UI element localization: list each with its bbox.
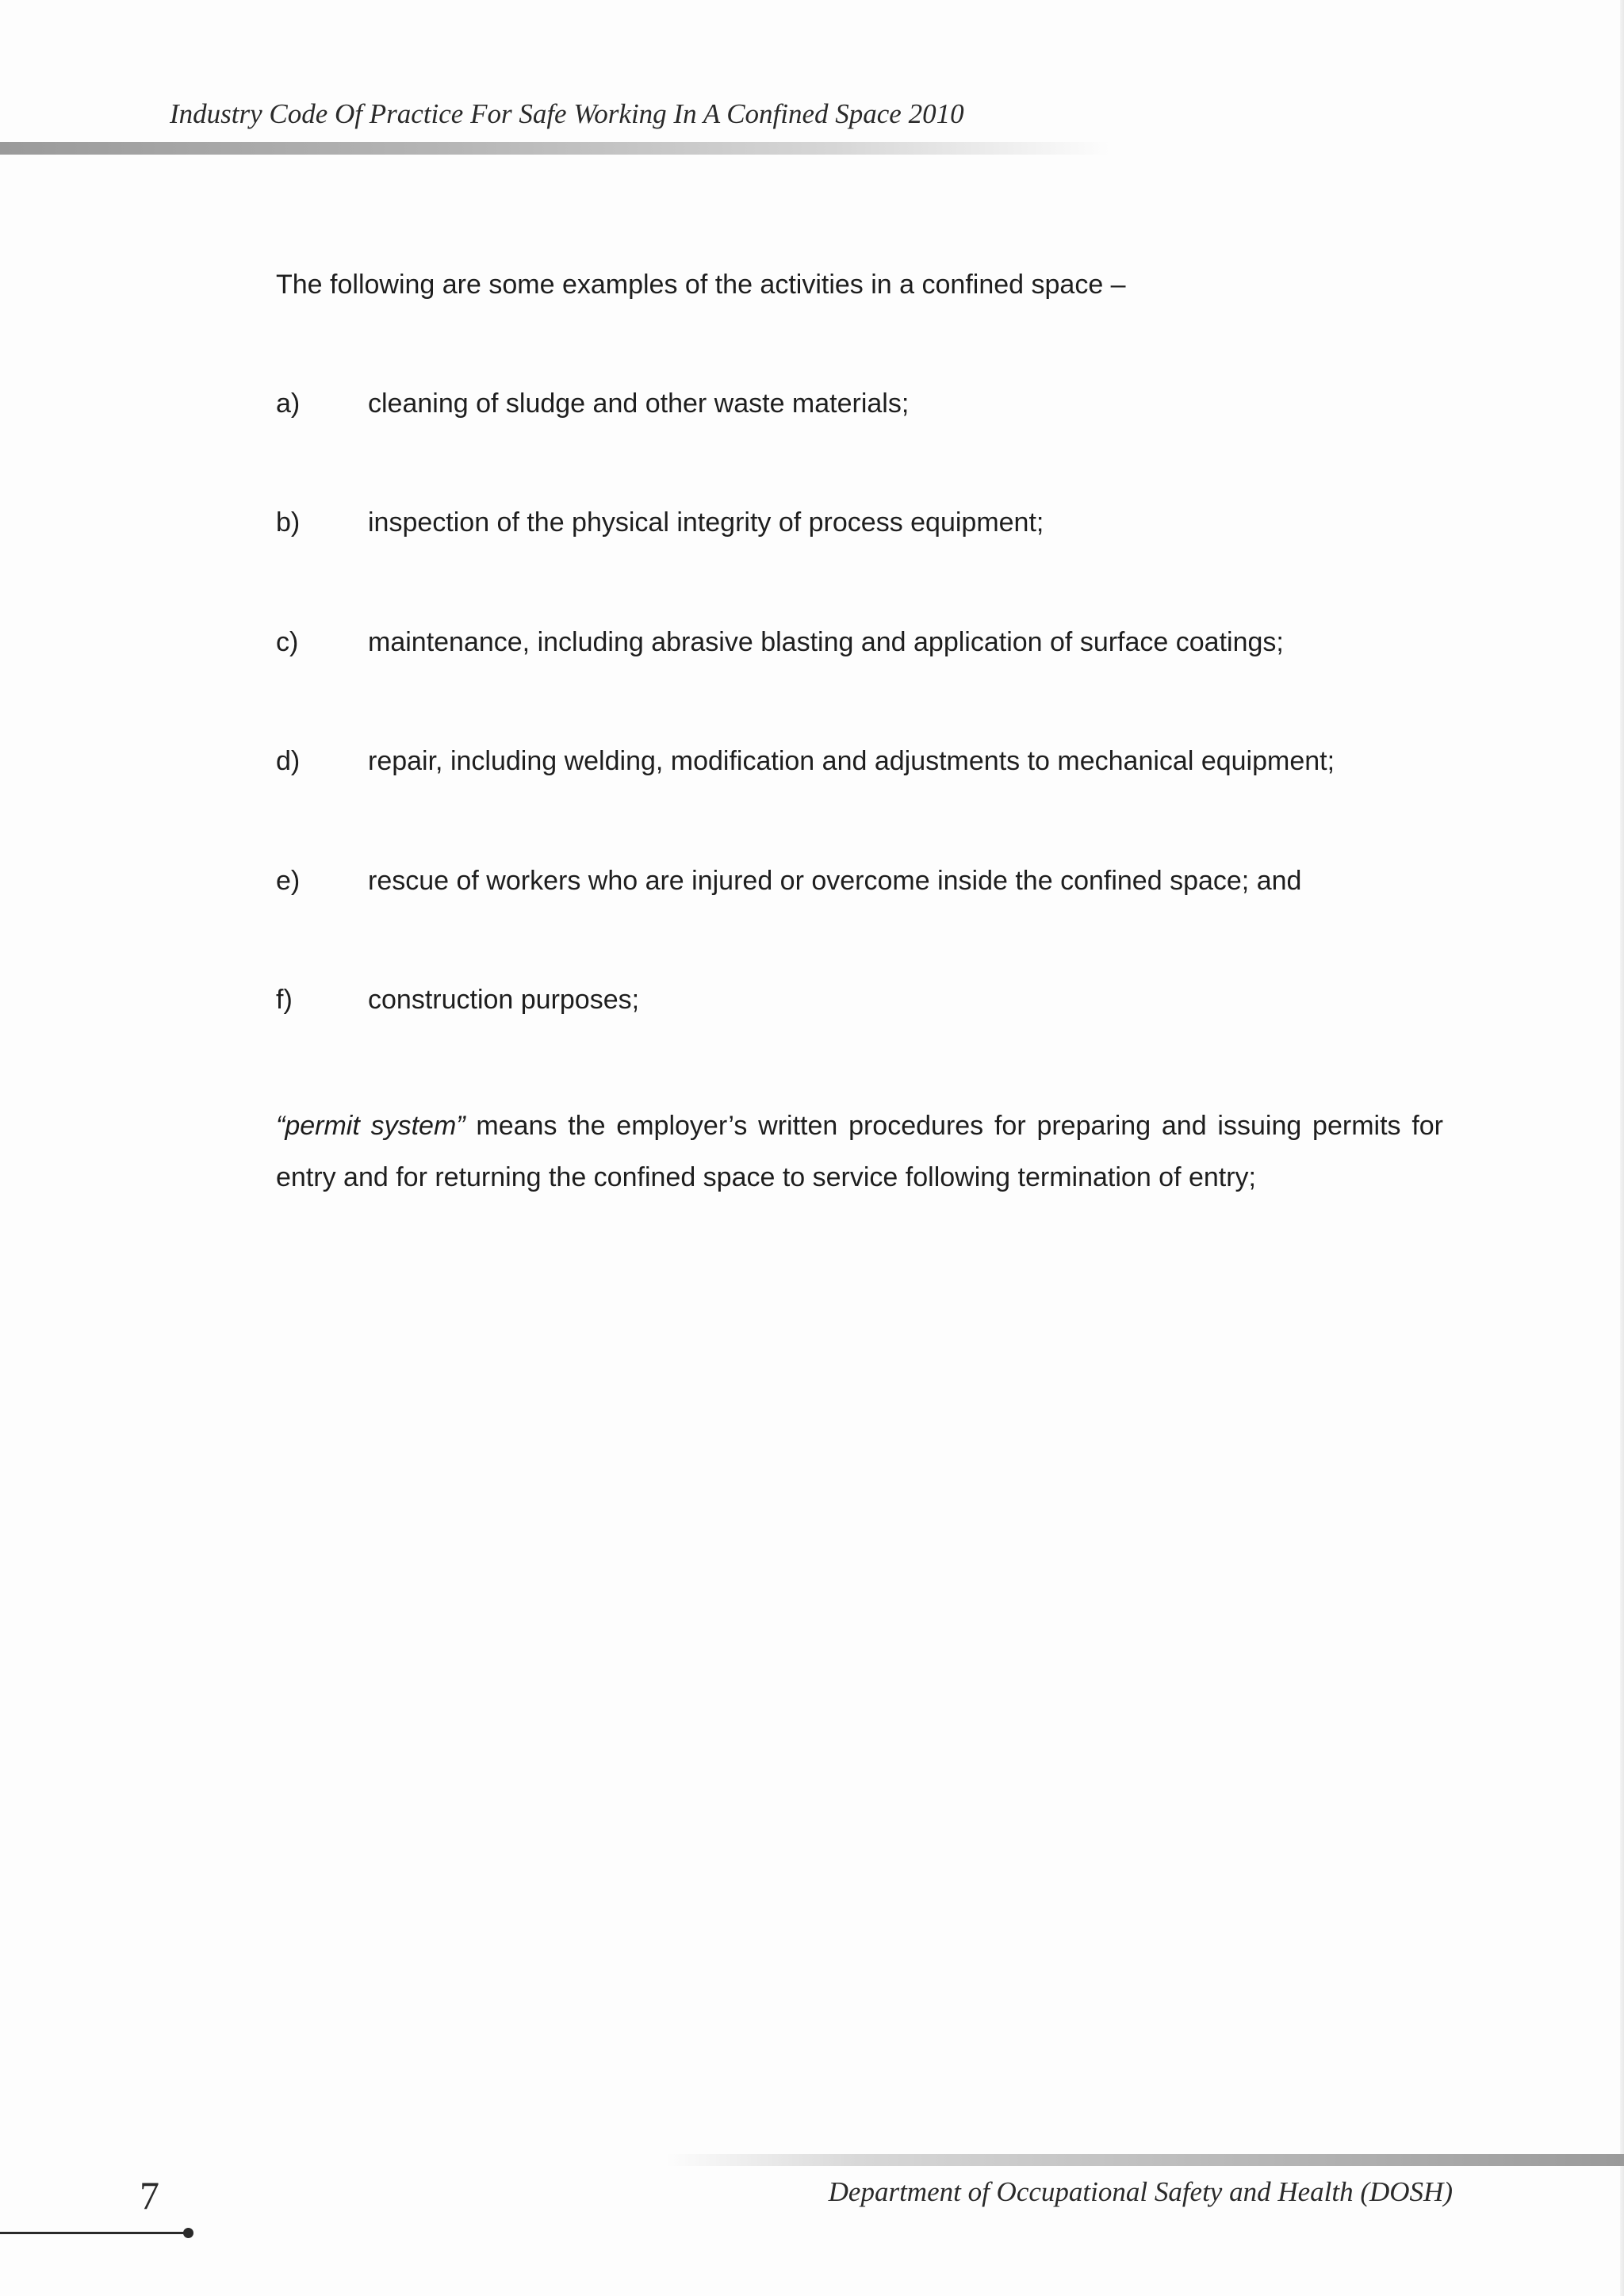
list-item-text: construction purposes;	[368, 985, 640, 1015]
list-marker: a)	[276, 388, 301, 419]
list-marker: f)	[276, 985, 293, 1015]
page-edge-shadow	[1620, 0, 1624, 2296]
definition-paragraph	[276, 1100, 1443, 1203]
list-item-text: maintenance, including abrasive blasting and application of surface coatings;	[368, 627, 1284, 657]
list-item-text: inspection of the physical integrity of process equipment;	[368, 507, 1044, 538]
list-marker: c)	[276, 627, 299, 657]
list-marker: b)	[276, 507, 301, 538]
page-number-rule-dot	[183, 2228, 193, 2238]
list-item-text: repair, including welding, modification and adjustments to mechanical equipment;	[368, 746, 1335, 776]
list-marker: e)	[276, 866, 301, 896]
page-number: 7	[140, 2173, 159, 2218]
list-marker: d)	[276, 746, 301, 776]
intro-paragraph: The following are some examples of the activities in a confined space –	[276, 270, 1126, 300]
footer-department: Department of Occupational Safety and Health (DOSH)	[828, 2176, 1453, 2207]
list-item-text: cleaning of sludge and other waste materials;	[368, 388, 910, 419]
definition-text: means the employer’s written procedures for preparing and issuing permits for entry and for returning the confined space to service following termination of entry;	[276, 1111, 1443, 1192]
footer-rule	[666, 2154, 1624, 2166]
header-rule	[0, 142, 1110, 155]
page-number-rule	[0, 2232, 187, 2234]
definition-term: “permit system”	[276, 1111, 465, 1141]
running-header-title: Industry Code Of Practice For Safe Working In A Confined Space 2010	[170, 98, 964, 129]
list-item-text: rescue of workers who are injured or overcome inside the confined space; and	[368, 866, 1302, 896]
